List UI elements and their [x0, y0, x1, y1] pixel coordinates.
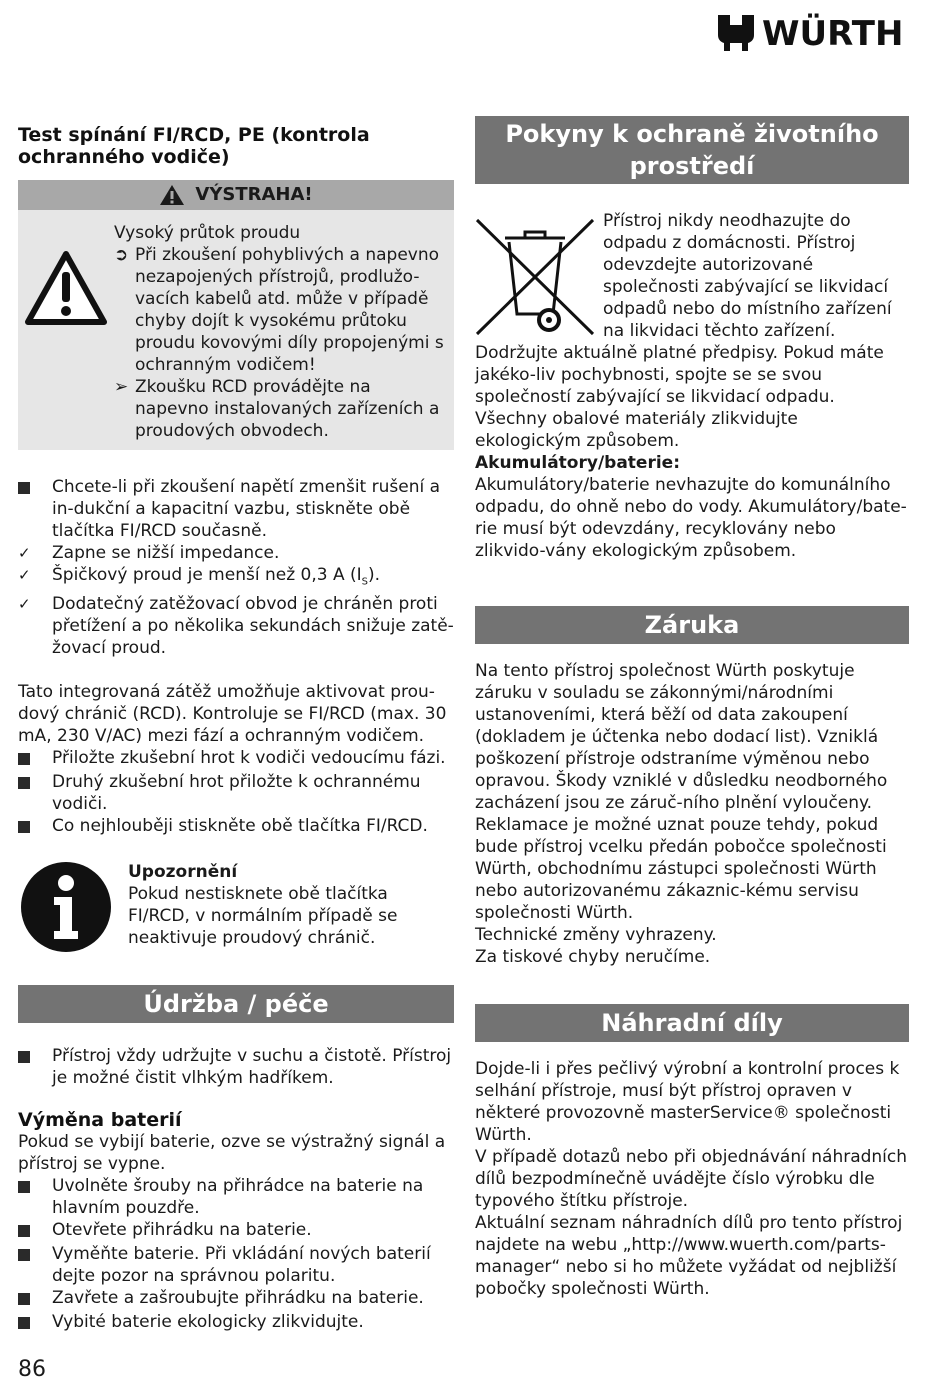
spare-parts-p2: V případě dotazů nebo při objednávání náhradních dílů bezpodmínečně uvádějte číslo výrobku dle typového štítku přístroje.	[475, 1147, 908, 1211]
note-box	[18, 861, 454, 961]
square-bullet-icon	[18, 1249, 30, 1261]
list-item	[18, 476, 454, 542]
list-item-text: Přiložte zkušební hrot k vodiči vedoucímu fázi.	[52, 748, 446, 769]
check-item-text: Dodatečný zatěžovací obvod je chráněn proti přetížení a po několika sekundách snižuje zatě-žovací proud.	[52, 594, 454, 659]
check-item-text: Špičkový proud je menší než 0,3 A $(I_S)$.	[52, 565, 381, 588]
warranty-misprints: Za tiskové chyby neručíme.	[475, 947, 711, 967]
environment-section	[475, 210, 909, 562]
environment-heading: Pokyny k ochraně životního prostředí	[475, 116, 909, 184]
checkmark-icon: ✓	[18, 595, 31, 614]
battery-intro: Pokud se vybijí baterie, ozve se výstražný signál a přístroj se vypne.	[18, 1132, 446, 1175]
spare-parts-p3: Aktuální seznam náhradních dílů pro tento přístroj najdete na webu „http://www.wuerth.com/parts-manager“ nebo si ho můžete vyžádat od nejbližší pobočky společnosti Würth.	[475, 1213, 903, 1299]
arrow-icon: ➲	[114, 245, 129, 265]
list-item-text: Vyměňte baterie. Při vkládání nových baterií dejte pozor na správnou polaritu.	[52, 1244, 431, 1287]
warning-triangle-icon	[159, 184, 185, 206]
note-text: Pokud nestisknete obě tlačítka FI/RCD, v normálním případě se neaktivuje proudový chránič.	[128, 884, 398, 949]
check-item	[18, 593, 454, 659]
square-bullet-icon	[18, 1181, 30, 1193]
crossed-bin-icon	[475, 216, 595, 336]
check-item	[18, 542, 454, 564]
square-bullet-icon	[18, 1317, 30, 1329]
integrated-load-paragraph: Tato integrovaná zátěž umožňuje aktivovat prou-dový chránič (RCD). Kontroluje se FI/RCD (max. 30 mA, 230 V/AC) mezi fází a ochranným vodičem.	[18, 682, 447, 747]
list-item-text: Co nejhlouběji stiskněte obě tlačítka FI/RCD.	[52, 816, 428, 837]
list-item	[18, 747, 454, 771]
brand-name: WÜRTH	[762, 14, 904, 54]
maintenance-heading: Údržba / péče	[18, 985, 454, 1023]
check-item-text: Zapne se nižší impedance.	[52, 543, 280, 563]
info-icon	[20, 861, 112, 953]
test-section-title: Test spínání FI/RCD, PE (kontrola ochranného vodiče)	[18, 124, 370, 168]
spare-parts-p1: Dojde-li i přes pečlivý výrobní a kontrolní proces k selhání přístroje, musí být přístroj opraven v některé provozovně masterService® společnosti Würth.	[475, 1059, 900, 1145]
warning-box	[18, 180, 454, 450]
wurth-emblem-icon	[716, 13, 756, 53]
list-item	[18, 1175, 454, 1219]
list-item	[18, 771, 454, 815]
left-column	[18, 124, 454, 1335]
list-item-text: Přístroj vždy udržujte v suchu a čistotě. Přístroj je možné čistit vlhkým hadříkem.	[52, 1046, 452, 1089]
spare-parts-heading: Náhradní díly	[475, 1004, 909, 1042]
list-item-text: Zavřete a zašroubujte přihrádku na baterie.	[52, 1288, 424, 1309]
warning-intro: Vysoký průtok proudu	[114, 223, 301, 243]
warning-item-2	[114, 376, 446, 442]
checkmark-icon: ✓	[18, 566, 31, 584]
battery-heading: Výměna baterií	[18, 1109, 182, 1132]
battery-steps	[18, 1175, 454, 1335]
maintenance-list	[18, 1045, 454, 1089]
list-item	[18, 1045, 454, 1089]
battery-disposal-heading: Akumulátory/baterie:	[475, 453, 680, 473]
battery-disposal-text: Akumulátory/baterie nevhazujte do komunálního odpadu, do ohně nebo do vody. Akumulátory/bate-rie musí být odevzdány, recyklovány nebo zlikvido-vány ekologickým způsobem.	[475, 475, 907, 561]
list-item-text: Vybité baterie ekologicky zlikvidujte.	[52, 1312, 364, 1333]
list-item	[18, 1287, 454, 1311]
warning-header	[18, 180, 454, 210]
list-item	[18, 815, 454, 839]
procedure-list	[18, 476, 454, 659]
list-item-text: Chcete-li při zkoušení napětí zmenšit rušení a in-dukční a kapacitní vazbu, stiskněte obě tlačítka FI/RCD současně.	[52, 477, 441, 541]
list-item	[18, 1243, 454, 1287]
environment-text: Přístroj nikdy neodhazujte do odpadu z domácnosti. Přístroj odevzdejte autorizované společnosti zabývající se likvidací odpadů nebo do místního zařízení na likvidaci těchto zařízení. Dodržujte aktuálně platné předpisy. Pokud máte jakéko-liv pochybnosti, spojte se se svou společností zabývající se likvidací odpadu. Všechny obalové materiály zlikvidujte ekologickým způsobem.	[475, 211, 892, 451]
warranty-heading: Záruka	[475, 606, 909, 644]
check-item	[18, 564, 454, 593]
right-column	[475, 116, 909, 1300]
note-title: Upozornění	[128, 862, 238, 883]
checkmark-icon: ✓	[18, 544, 31, 562]
square-bullet-icon	[18, 1225, 30, 1237]
warning-body	[18, 210, 454, 444]
list-item-text: Druhý zkušební hrot přiložte k ochrannému vodiči.	[52, 772, 421, 815]
square-bullet-icon	[18, 753, 30, 765]
warranty-text: Na tento přístroj společnost Würth poskytuje záruku v souladu se zákonnými/národními ustanoveními, která běží od data zakoupení (dokladem je účtenka nebo dodací list). Vzniklá poškození přístroje odstraníme výměnou nebo opravou. Škody vzniklé v důsledku neodborného zacházení jsou ze záruč-ního plnění vyloučeny. Reklamace je možné uznat pouze tehdy, pokud bude přístroj vcelku předán pobočce společnosti Würth, obchodnímu zástupci společnosti Würth nebo autorizovanému zákaznic-kému servisu společnosti Würth.	[475, 661, 888, 923]
square-bullet-icon	[18, 482, 30, 494]
square-bullet-icon	[18, 1293, 30, 1305]
list-item	[18, 1311, 454, 1335]
probe-steps	[18, 747, 454, 839]
warning-title: VÝSTRAHA!	[195, 184, 313, 205]
warning-item-2-text: Zkoušku RCD provádějte na napevno instalovaných zařízeních a proudových obvodech.	[135, 377, 440, 441]
brand-logo	[716, 13, 916, 55]
warning-item-1	[114, 244, 446, 376]
square-bullet-icon	[18, 1051, 30, 1063]
page-number: 86	[18, 1357, 46, 1380]
square-bullet-icon	[18, 777, 30, 789]
list-item-text: Uvolněte šrouby na přihrádce na baterie na hlavním pouzdře.	[52, 1176, 424, 1219]
large-warning-icon	[24, 250, 108, 326]
warning-item-1-text: Při zkoušení pohyblivých a napevno nezapojených přístrojů, prodlužo-vacích kabelů atd. může v případě chyby dojít k vysokému průtoku proudu kovovými díly propojenými s ochranným vodičem!	[135, 245, 444, 375]
list-item-text: Otevřete přihrádku na baterie.	[52, 1220, 312, 1241]
chevron-right-icon: ➢	[114, 377, 129, 397]
square-bullet-icon	[18, 821, 30, 833]
list-item	[18, 1219, 454, 1243]
warranty-changes: Technické změny vyhrazeny.	[475, 925, 717, 945]
